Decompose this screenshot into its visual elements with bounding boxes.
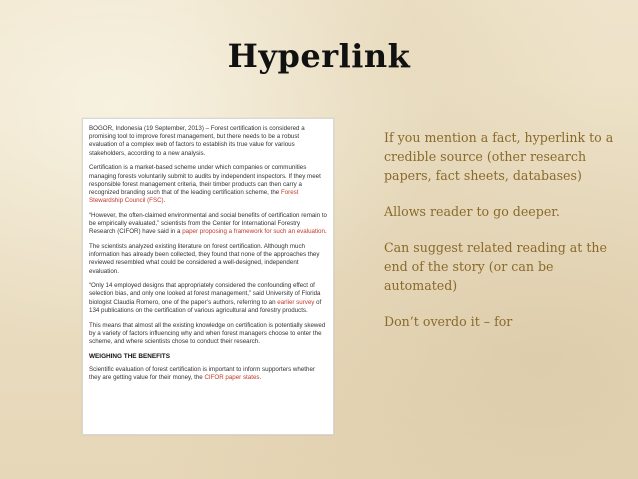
bullet-item: Don’t overdo it – for [384,314,513,329]
bullet-item: If you mention a fact, hyperlink to a credible source (other research papers, fact sheets, databases) [384,130,614,183]
article-text: This means that almost all the existing knowledge on certification is potentially skewed by a variety of factors influencing why and when forest managers choose to enter the scheme, and where scientists chose to conduct their research. [89,321,326,345]
article-text: . [163,197,166,205]
cifor-paper-link[interactable]: CIFOR paper states [204,374,260,382]
article-text: . [259,374,262,382]
article-section-heading: WEIGHING THE BENEFITS [89,352,170,360]
article-text: of 134 publications on the certification of various agricultural and forestry products. [89,298,322,314]
bullet-item: Allows reader to go deeper. [384,204,560,219]
bullet-item: Can suggest related reading at the end of the story (or can be automated) [384,240,607,293]
article-text: Scientific evaluation of forest certification is important to inform supporters whether they are getting value for their money, the [89,365,315,382]
article-text: . [324,228,327,236]
bullet-list [384,128,614,348]
article-screenshot [82,118,334,435]
article-text: Certification is a market-based scheme under which companies or communities managing forests voluntarily submit to audits by independent inspectors. If they meet responsible forest management criteria, their timber products can then carry a recognized branding such that of the leading certification scheme, the [89,164,321,196]
article-paragraph [89,366,327,382]
article-paragraph [89,125,327,158]
article-paragraph [89,322,327,347]
article-paragraph [89,164,327,205]
article-paragraph [89,212,327,237]
article-text: “Only 14 employed designs that appropriately considered the confounding effect of selection bias, and only one looked at forest management,” said University of Florida biologist Claudia Romero, one of the paper’s authors, referring to an [89,282,321,306]
slide-title: Hyperlink [227,37,411,75]
article-paragraph [89,282,327,315]
article-paragraph [89,243,327,276]
framework-paper-link[interactable]: paper proposing a framework for such an evaluation [182,228,325,236]
earlier-survey-link[interactable]: earlier survey [277,298,315,306]
article-text: BOGOR, Indonesia (19 September, 2013) – Forest certification is considered a promising tool to improve forest management, but there needs to be a robust evaluation of a complex web of factors to establish its true value for various stakeholders, according to a new analysis. [89,125,305,157]
article-text: “However, the often-claimed environmental and social benefits of certification remain to be empirically evaluated,” scientists from the Center for International Forestry Research (CIFOR) have said in a [89,211,327,236]
article-text: The scientists analyzed existing literature on forest certification. Although much information has already been collected, they found that none of the approaches they reviewed resembled what could be considered a well-designed, independent evaluation. [89,242,320,275]
fsc-link[interactable]: Forest Stewardship Council (FSC) [89,188,299,205]
